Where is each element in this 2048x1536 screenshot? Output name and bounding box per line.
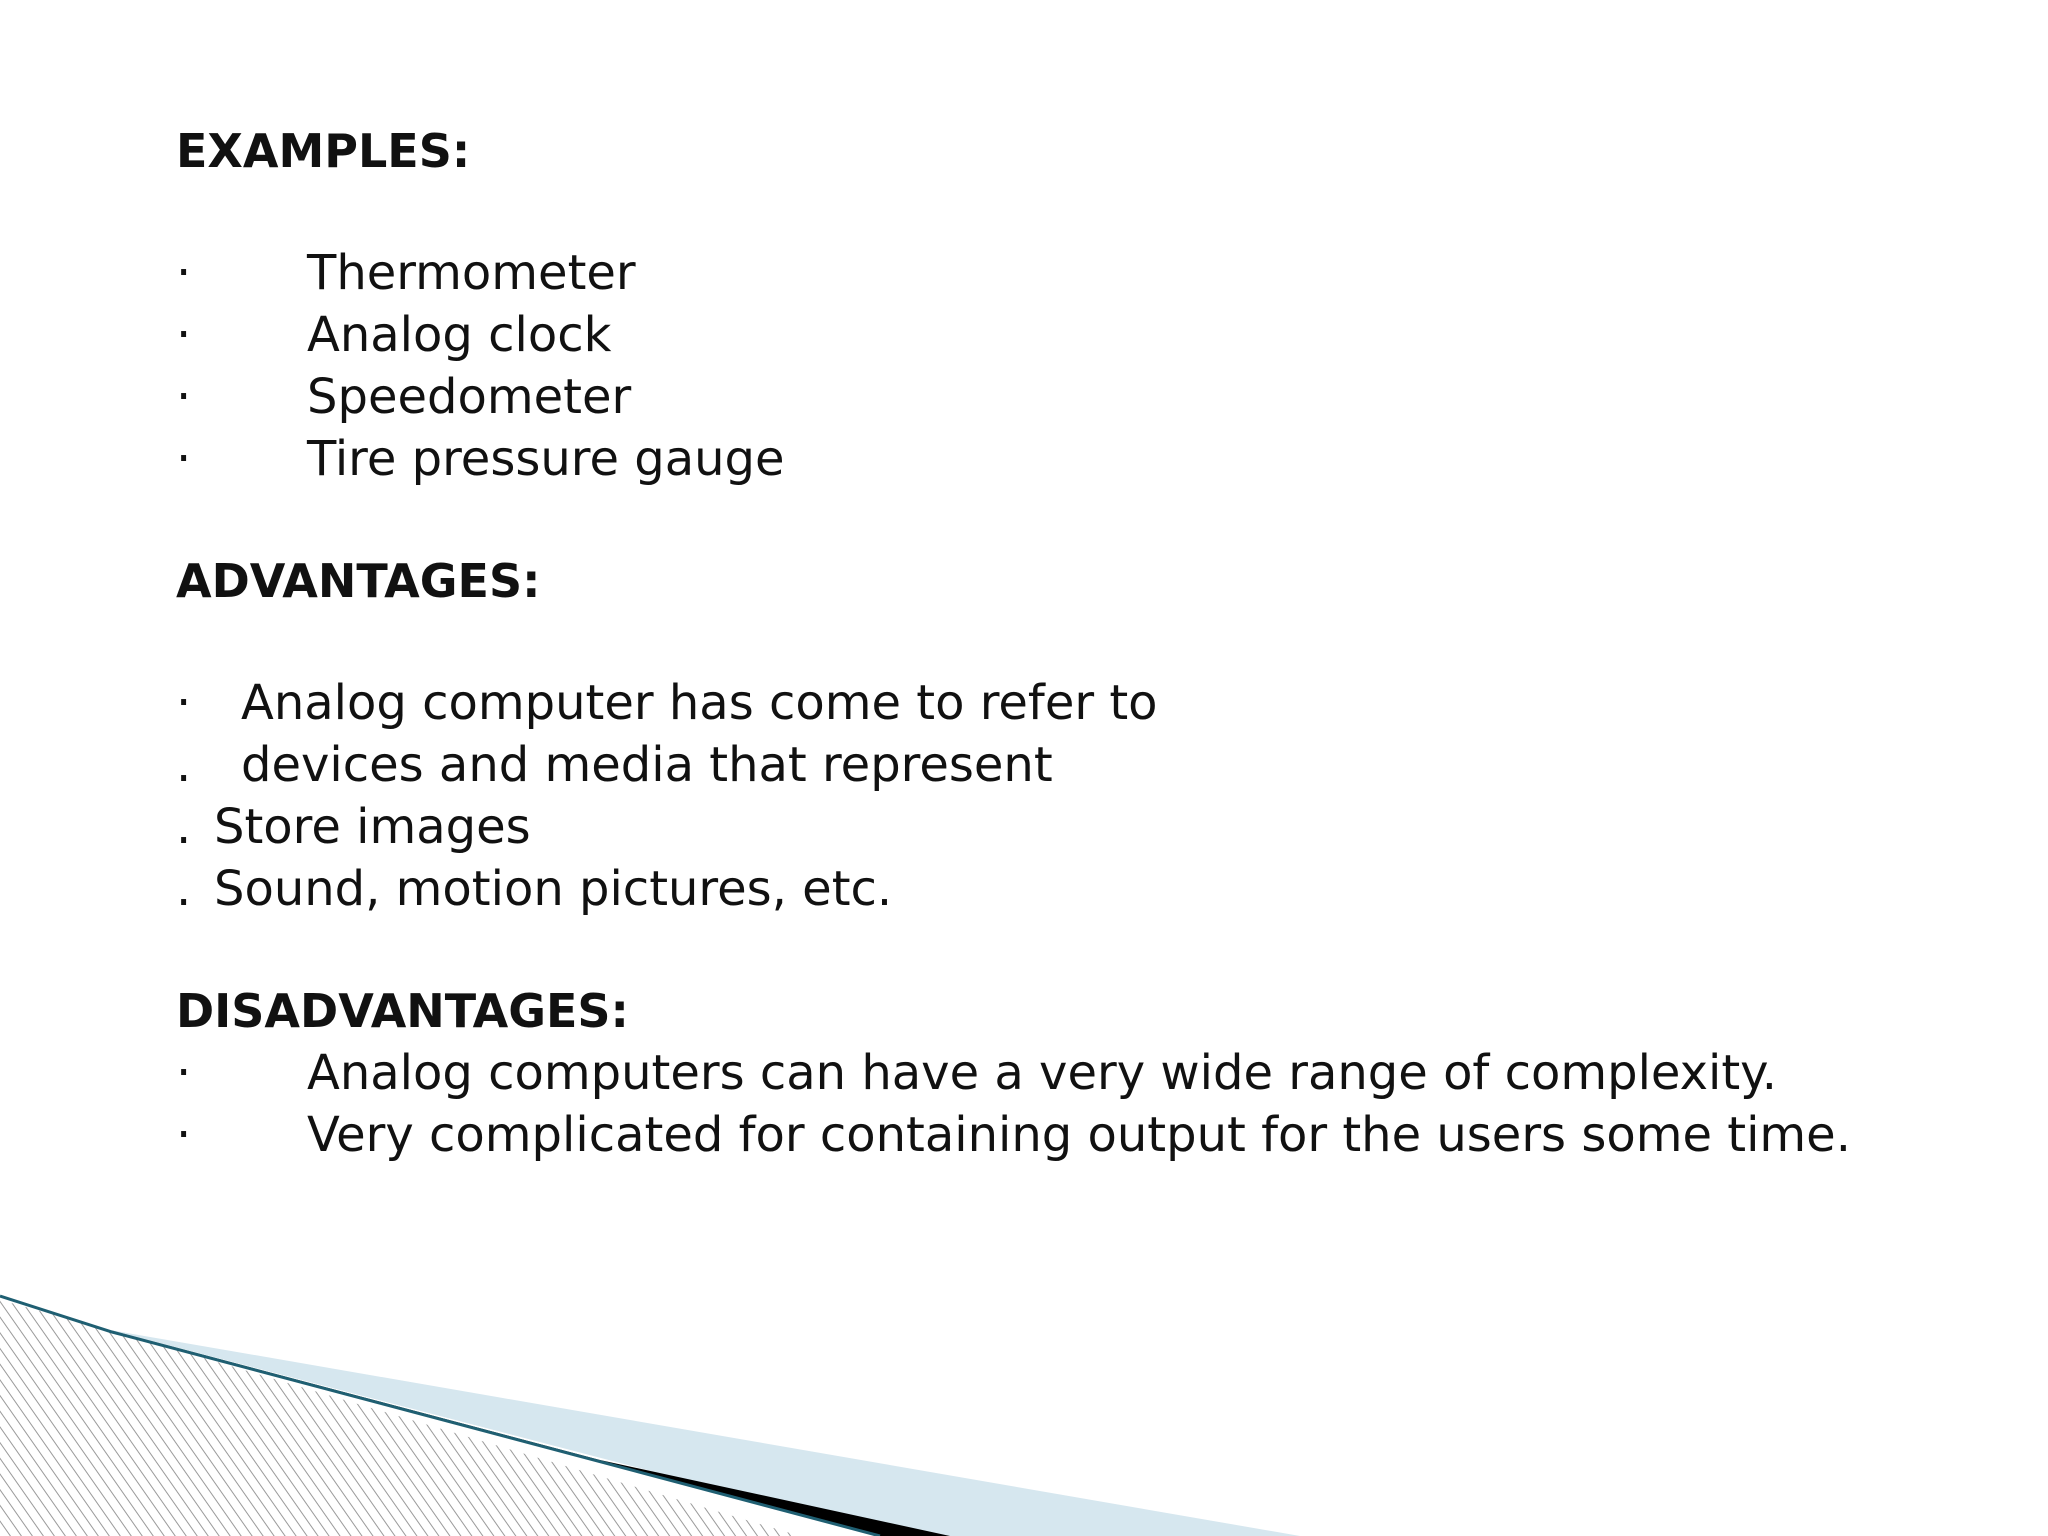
disadvantages-heading: DISADVANTAGES:: [176, 984, 629, 1038]
list-item-text: Very complicated for containing output for the users some time.: [307, 1107, 1851, 1163]
list-item-text: Analog clock: [307, 307, 612, 363]
list-item-text: devices and media that represent: [241, 737, 1053, 793]
list-item-text: Sound, motion pictures, etc.: [214, 861, 893, 917]
list-item-text: Store images: [214, 799, 531, 855]
bullet-mark: .: [176, 737, 192, 793]
examples-heading: EXAMPLES:: [176, 124, 471, 178]
list-item-text: Analog computer has come to refer to: [241, 675, 1158, 731]
bullet-mark: ·: [176, 675, 192, 731]
list-item-text: Speedometer: [307, 369, 632, 425]
list-item-text: Thermometer: [307, 245, 636, 301]
bullet-mark: .: [176, 799, 192, 855]
bullet-mark: ·: [176, 1107, 192, 1163]
bullet-mark: ·: [176, 431, 192, 487]
list-item-text: Analog computers can have a very wide range of complexity.: [307, 1045, 1777, 1101]
advantages-heading: ADVANTAGES:: [176, 554, 541, 608]
bullet-mark: ·: [176, 307, 192, 363]
list-item-text: Tire pressure gauge: [307, 431, 785, 487]
bullet-mark: .: [176, 861, 192, 917]
bullet-mark: ·: [176, 245, 192, 301]
bullet-mark: ·: [176, 369, 192, 425]
bullet-mark: ·: [176, 1045, 192, 1101]
